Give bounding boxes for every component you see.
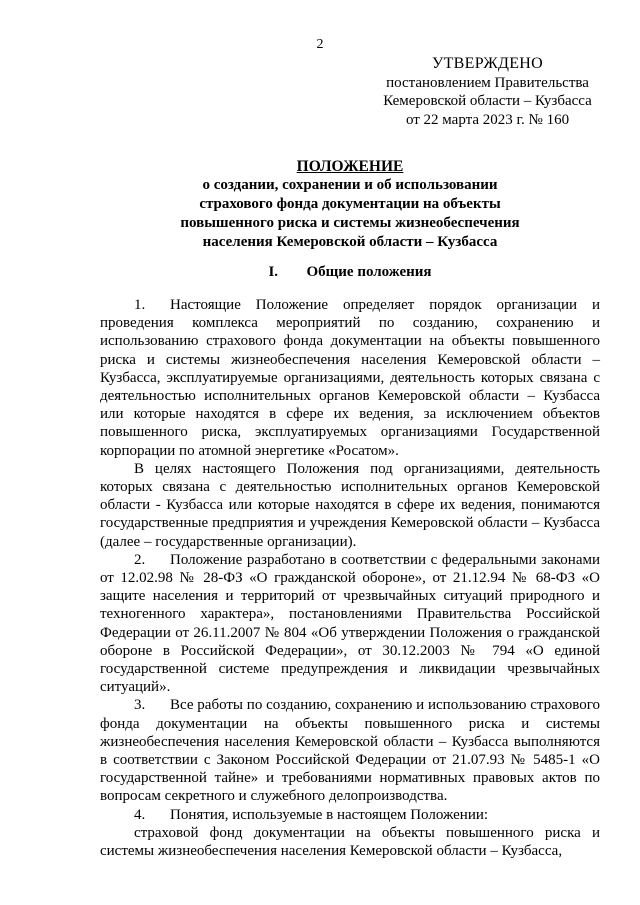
title-line-3: повышенного риска и системы жизнеобеспечения <box>180 215 520 231</box>
paragraph-number: 1. <box>134 297 146 313</box>
paragraph <box>100 696 600 805</box>
page-number: 2 <box>316 37 324 52</box>
paragraph <box>100 296 600 460</box>
paragraph <box>100 806 600 824</box>
paragraph-text: Все работы по созданию, сохранению и использованию страхового фонда документации на объекты повышенного риска и системы жизнеобеспечения населения Кемеровской области – Кузбасса выполняются в соответствии с Законом Российской Федерации от 21.07.93 № 5485-1 «О государственной тайне» и требованиями нормативных правовых актов по вопросам секретного и служебного делопроизводства. <box>100 697 600 805</box>
section-heading <box>100 263 600 281</box>
document-title <box>100 157 600 252</box>
paragraph-number: 4. <box>134 806 146 823</box>
paragraph-number: 3. <box>134 697 146 714</box>
title-line-2: страхового фонда документации на объекты <box>199 196 501 212</box>
paragraph-text: В целях настоящего Положения под организациями, деятельность которых связана с деятельностью исполнительных органов Кемеровской области - Кузбасса или которые находятся в сфере их ведения, понимаются государственные предприятия и учреждения Кемеровской области – Кузбасса (далее – государственные организации). <box>100 460 600 550</box>
title-line-4: населения Кемеровской области – Кузбасса <box>202 234 498 250</box>
paragraph <box>100 460 600 551</box>
approved-label: УТВЕРЖДЕНО <box>431 55 543 72</box>
title-main: ПОЛОЖЕНИЕ <box>296 158 404 175</box>
section-title: Общие положения <box>306 264 432 280</box>
approval-stamp <box>370 55 605 129</box>
paragraph <box>100 824 600 860</box>
document-body <box>100 296 600 860</box>
approval-line-3: от 22 марта 2023 г. № 160 <box>405 111 570 128</box>
paragraph-text: страховой фонд документации на объекты повышенного риска и системы жизнеобеспечения населения Кемеровской области – Кузбасса, <box>100 824 600 860</box>
section-number: I. <box>268 264 279 280</box>
paragraph-text: Понятия, используемые в настоящем Положении: <box>170 806 489 823</box>
paragraph-text: Настоящие Положение определяет порядок организации и проведения комплекса мероприятий по созданию, сохранению и использованию страхового фонда документации на объекты повышенного риска и системы жизнеобеспечения населения Кемеровской области – Кузбасса, эксплуатируемые организациями, деятельность которых связана с деятельностью исполнительных органов Кемеровской области – Кузбасса или которые находятся в сфере их ведения, за исключением объектов повышенного риска, эксплуатируемых организациями Государственной корпорации по атомной энергетике «Росатом». <box>100 297 600 459</box>
paragraph-text: Положение разработано в соответствии с федеральными законами от 12.02.98 № 28-ФЗ «О гражданской обороне», от 21.12.94 № 68-ФЗ «О защите населения и территорий от чрезвычайных ситуаций природного и техногенного характера», постановлениями Правительства Российской Федерации от 26.11.2007 № 804 «Об утверждении Положения о гражданской обороне в Российской Федерации», от 30.12.2003 № 794 «О единой государственной системе предупреждения и ликвидации чрезвычайных ситуаций». <box>100 551 600 696</box>
title-line-1: о создании, сохранении и об использовании <box>202 177 498 193</box>
approval-line-1: постановлением Правительства <box>386 74 589 91</box>
approval-line-2: Кемеровской области – Кузбасса <box>383 93 592 109</box>
paragraph <box>100 551 600 697</box>
paragraph-number: 2. <box>134 551 146 568</box>
